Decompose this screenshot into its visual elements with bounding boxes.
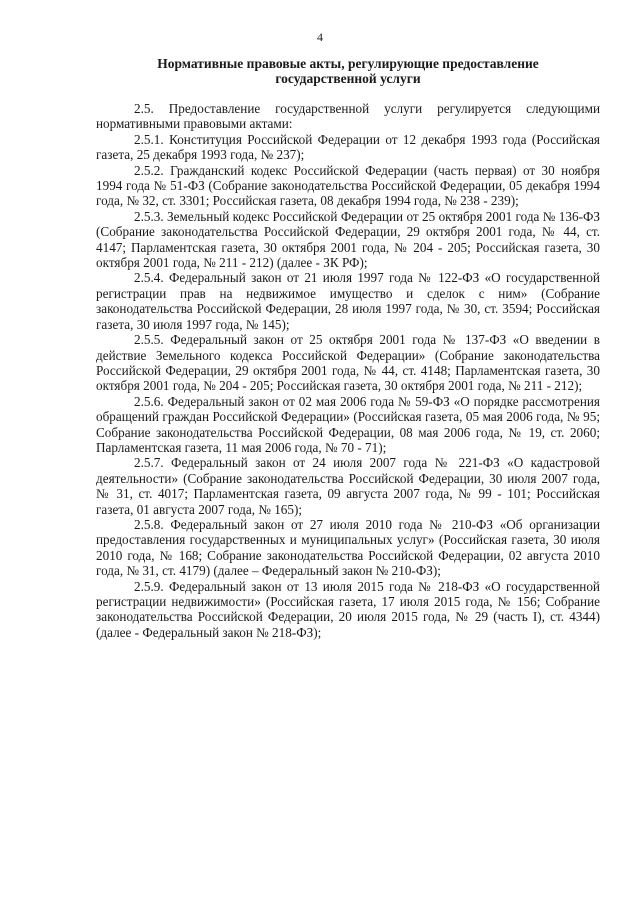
paragraph-2-5-5: 2.5.5. Федеральный закон от 25 октября 2001 года № 137-ФЗ «О введении в действие Земельного кодекса Российской Федерации» (Собрание законодательства Российской Федерации, 29 октября 2001 года, № 44, ст. 4148; Парламентская газета, 30 октября 2001 года, № 204 - 205; Российская газета, 30 октября 2001 года, № 211 - 212); (96, 332, 600, 394)
paragraph-2-5-3: 2.5.3. Земельный кодекс Российской Федерации от 25 октября 2001 года № 136-ФЗ (Собрание законодательства Российской Федерации, 29 октября 2001 года, № 44, ст. 4147; Парламентская газета, 30 октября 2001 года, № 204 - 205; Российская газета, 30 октября 2001 года, № 211 - 212) (далее - ЗК РФ); (96, 208, 600, 271)
page-number: 4 (317, 30, 323, 44)
paragraph-2-5: 2.5. Предоставление государственной услуги регулируется следующими нормативными правовыми актами: (96, 101, 600, 132)
paragraph-2-5-7: 2.5.7. Федеральный закон от 24 июля 2007 года № 221-ФЗ «О кадастровой деятельности» (Собрание законодательства Российской Федерации, 30 июля 2007 года, № 31, ст. 4017; Парламентская газета, 09 августа 2007 года, № 99 - 101; Российская газета, 01 августа 2007 года, № 165); (96, 455, 600, 517)
document-body (96, 101, 600, 640)
paragraph-2-5-6: 2.5.6. Федеральный закон от 02 мая 2006 года № 59-ФЗ «О порядке рассмотрения обращений граждан Российской Федерации» (Российская газета, 05 мая 2006 года, № 95; Собрание законодательства Российской Федерации, 08 мая 2006 года, № 19, ст. 2060; Парламентская газета, 11 мая 2006 года, № 70 - 71); (96, 393, 600, 455)
paragraph-2-5-1: 2.5.1. Конституция Российской Федерации от 12 декабря 1993 года (Российская газета, 25 декабря 1993 года, № 237); (96, 131, 600, 163)
section-title-line-1: Нормативные правовые акты, регулирующие предоставление (157, 56, 539, 71)
paragraph-2-5-8: 2.5.8. Федеральный закон от 27 июля 2010 года № 210-ФЗ «Об организации предоставления государственных и муниципальных услуг» (Российская газета, 30 июля 2010 года, № 168; Собрание законодательства Российской Федерации, 02 августа 2010 года, № 31, ст. 4179) (далее – Федеральный закон № 210-ФЗ); (96, 516, 600, 579)
section-title-line-2: государственной услуги (275, 71, 421, 86)
paragraph-2-5-9: 2.5.9. Федеральный закон от 13 июля 2015 года № 218-ФЗ «О государственной регистрации недвижимости» (Российская газета, 17 июля 2015 года, № 156; Собрание законодательства Российской Федерации, 20 июля 2015 года, № 29 (часть I), ст. 4344) (далее - Федеральный закон № 218-ФЗ); (96, 578, 600, 640)
paragraph-2-5-4: 2.5.4. Федеральный закон от 21 июля 1997 года № 122-ФЗ «О государственной регистрации прав на недвижимое имущество и сделок с ним» (Собрание законодательства Российской Федерации, 28 июля 1997 года, № 30, ст. 3594; Российская газета, 30 июля 1997 года, № 145); (96, 270, 600, 332)
section-title (96, 56, 600, 86)
paragraph-2-5-2: 2.5.2. Гражданский кодекс Российской Федерации (часть первая) от 30 ноября 1994 года № 51-ФЗ (Собрание законодательства Российской Федерации, 05 декабря 1994 года, № 32, ст. 3301; Российская газета, 08 декабря 1994 года, № 238 - 239); (96, 162, 600, 209)
